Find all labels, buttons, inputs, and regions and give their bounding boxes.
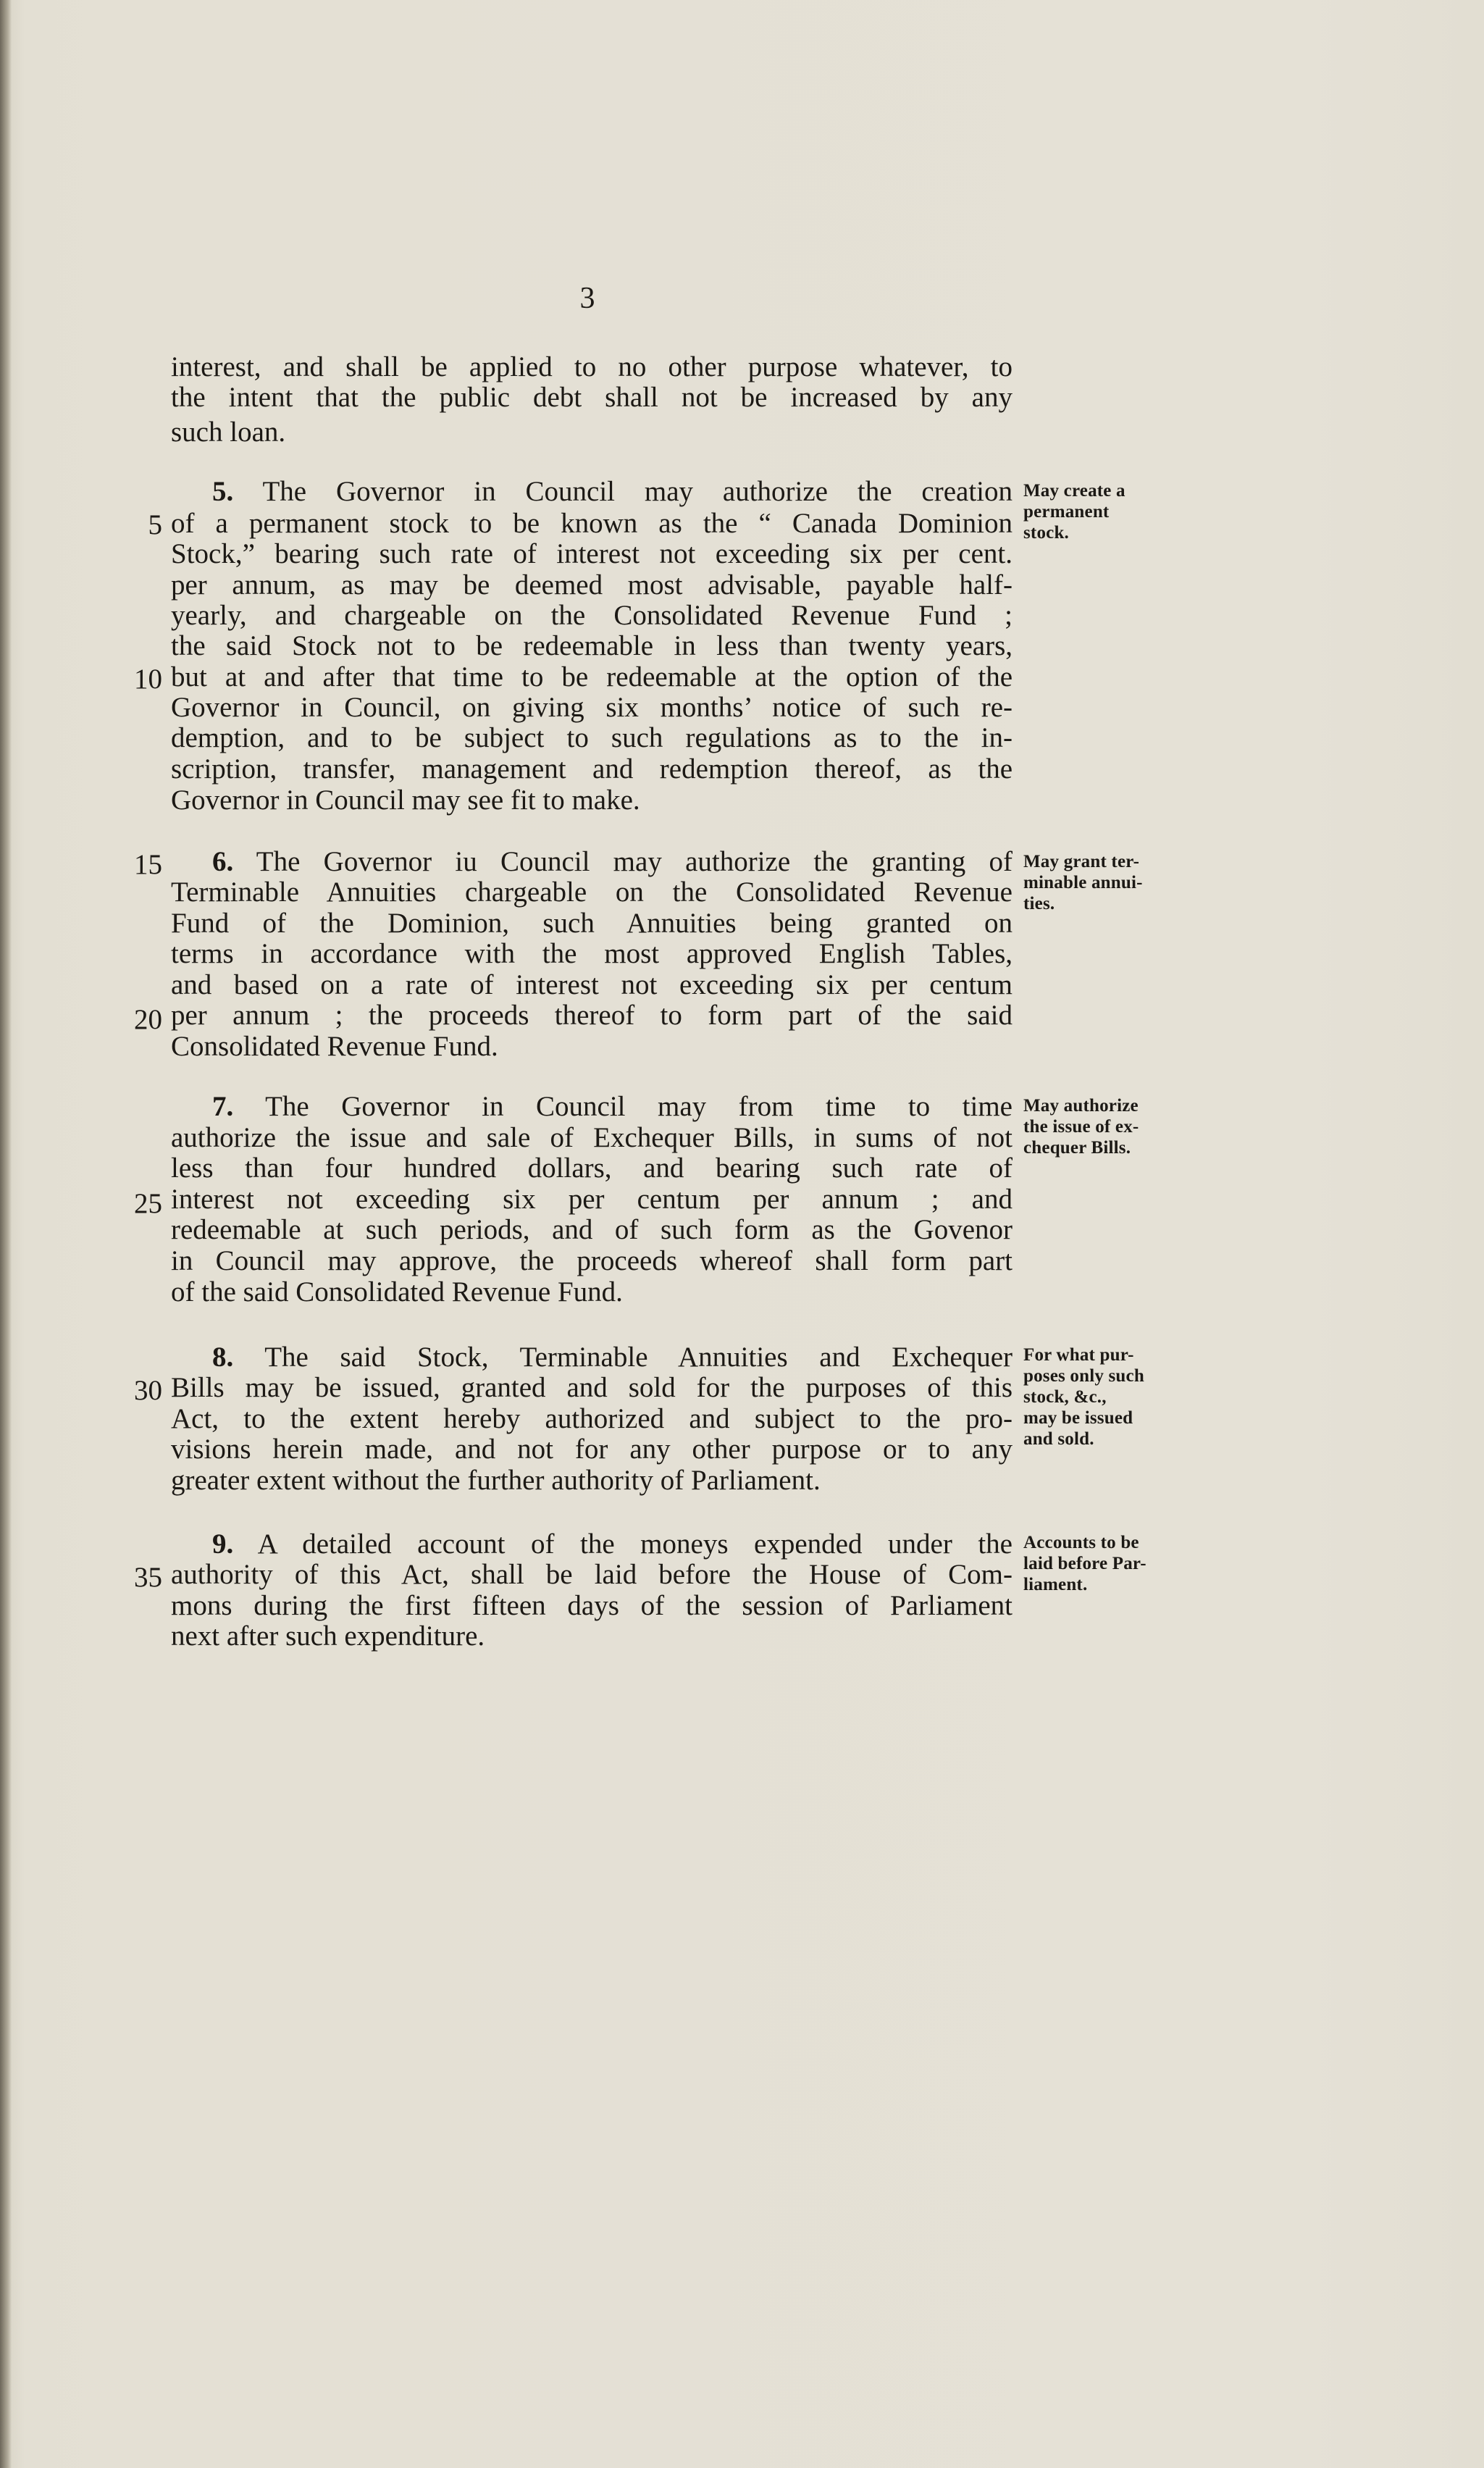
body-line: Act, to the extent hereby authorized and subject to the pro- bbox=[171, 1403, 1013, 1434]
body-line: less than four hundred dollars, and bearing such rate of bbox=[171, 1153, 1013, 1184]
body-line: interest not exceeding six per centum per annum ; and bbox=[171, 1184, 1013, 1215]
body-line: greater extent without the further authority of Parliament. bbox=[171, 1465, 821, 1496]
marginal-note: May create a permanent stock. bbox=[1023, 481, 1125, 543]
body-line: Governor in Council, on giving six months’ notice of such re- bbox=[171, 692, 1013, 723]
body-line: mons during the first fifteen days of the session of Parliament bbox=[171, 1590, 1013, 1621]
body-line: the intent that the public debt shall not be increased by any bbox=[171, 382, 1013, 413]
line-number: 5 bbox=[148, 509, 162, 540]
body-line: in Council may approve, the proceeds whereof shall form part bbox=[171, 1245, 1013, 1276]
section-number: 5. bbox=[212, 476, 234, 507]
body-line: Governor in Council may see fit to make. bbox=[171, 785, 640, 816]
body-line: redeemable at such periods, and of such form as the Govenor bbox=[171, 1214, 1013, 1245]
body-line: of the said Consolidated Revenue Fund. bbox=[171, 1276, 623, 1308]
section-number: 6. bbox=[212, 846, 234, 877]
body-line: interest, and shall be applied to no other purpose whatever, to bbox=[171, 351, 1013, 382]
body-line: visions herein made, and not for any other purpose or to any bbox=[171, 1434, 1013, 1465]
body-line: Fund of the Dominion, such Annuities being granted on bbox=[171, 908, 1013, 939]
line-number: 20 bbox=[134, 1004, 162, 1035]
line-number: 25 bbox=[134, 1188, 162, 1219]
page-binding-edge bbox=[0, 0, 12, 2468]
body-line: demption, and to be subject to such regulations as to the in- bbox=[171, 722, 1013, 753]
body-line: but at and after that time to be redeemable at the option of the bbox=[171, 661, 1013, 693]
line-number: 30 bbox=[134, 1375, 162, 1406]
section-5-line-1: 5. The Governor in Council may authorize the creation bbox=[212, 476, 1013, 507]
body-line: authorize the issue and sale of Exchequer Bills, in sums of not bbox=[171, 1122, 1013, 1153]
marginal-note: May grant ter- minable annui- ties. bbox=[1023, 852, 1143, 913]
body-line: such loan. bbox=[171, 417, 286, 448]
body-line: scription, transfer, management and redemption thereof, as the bbox=[171, 753, 1013, 785]
body-line: per annum, as may be deemed most advisable, payable half- bbox=[171, 569, 1013, 601]
section-number: 9. bbox=[212, 1528, 234, 1560]
body-line: terms in accordance with the most approved English Tables, bbox=[171, 938, 1013, 969]
body-line: Stock,” bearing such rate of interest not exceeding six per cent. bbox=[171, 538, 1013, 569]
body-line: of a permanent stock to be known as the “ Canada Dominion bbox=[171, 508, 1013, 539]
marginal-note: May authorize the issue of ex- chequer Bills. bbox=[1023, 1096, 1139, 1158]
section-number: 8. bbox=[212, 1342, 234, 1373]
body-line: Terminable Annuities chargeable on the Consolidated Revenue bbox=[171, 877, 1013, 908]
body-line: per annum ; the proceeds thereof to form part of the said bbox=[171, 1000, 1013, 1031]
section-6-line-1: 6. The Governor iu Council may authorize the granting of bbox=[212, 846, 1013, 877]
body-line: authority of this Act, shall be laid before the House of Com- bbox=[171, 1559, 1013, 1590]
body-line: Consolidated Revenue Fund. bbox=[171, 1031, 498, 1062]
section-9-line-1: 9. A detailed account of the moneys expended under the bbox=[212, 1528, 1013, 1560]
line-number: 35 bbox=[134, 1562, 162, 1593]
marginal-note: For what pur- poses only such stock, &c., may be issued and sold. bbox=[1023, 1345, 1144, 1449]
body-line: yearly, and chargeable on the Consolidated Revenue Fund ; bbox=[171, 600, 1013, 631]
body-line: the said Stock not to be redeemable in less than twenty years, bbox=[171, 630, 1013, 661]
section-8-line-1: 8. The said Stock, Terminable Annuities and Exchequer bbox=[212, 1342, 1013, 1373]
line-number: 10 bbox=[134, 664, 162, 695]
section-7-line-1: 7. The Governor in Council may from time to time bbox=[212, 1091, 1013, 1122]
body-line: next after such expenditure. bbox=[171, 1620, 485, 1652]
page-number: 3 bbox=[579, 282, 595, 315]
section-number: 7. bbox=[212, 1091, 234, 1122]
body-line: and based on a rate of interest not exceeding six per centum bbox=[171, 969, 1013, 1000]
marginal-note: Accounts to be laid before Par- liament. bbox=[1023, 1533, 1146, 1594]
line-number: 15 bbox=[134, 849, 162, 880]
body-line: Bills may be issued, granted and sold for the purposes of this bbox=[171, 1372, 1013, 1403]
